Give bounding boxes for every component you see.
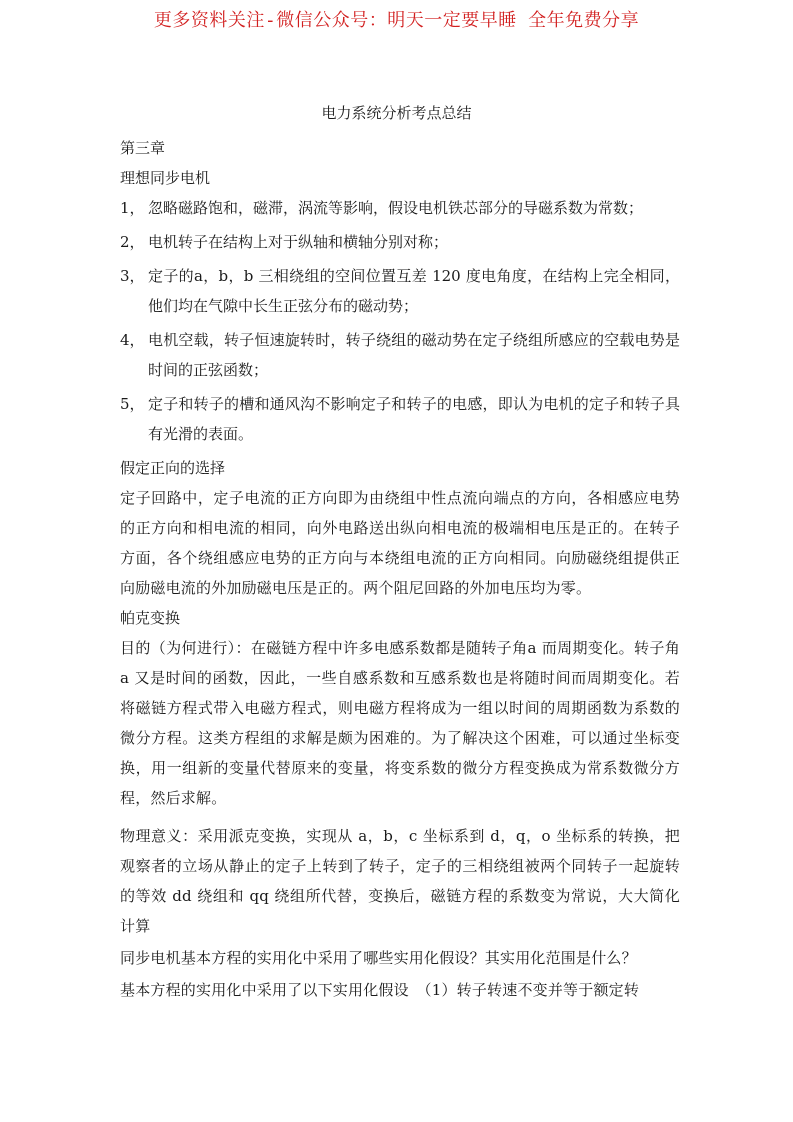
practical-assumption-answer: 基本方程的实用化中采用了以下实用化假设 （1）转子转速不变并等于额定转 — [120, 981, 640, 999]
list-item — [120, 389, 680, 449]
list-item-number: 1， — [120, 199, 145, 217]
list-item-number: 3， — [120, 267, 145, 285]
park-transform-purpose-paragraph: 目的（为何进行）：在磁链方程中许多电感系数都是随转子角a 而周期变化。转子角a 又是时间的函数，因此，一些自感系数和互感系数也是将随时间而周期变化。若将磁链方程式带入电磁方程式，则电磁方程将成为一组以时间的周期函数为系数的微分方程。这类方程组的求解是颇为困难的。为了解决这个困难，可以通过坐标变换，用一组新的变量代替原来的变量，将变系数的微分方程变换成为常系数微分方程，然后求解。 — [120, 639, 680, 807]
list-item — [120, 227, 680, 257]
document-body — [120, 133, 680, 1005]
top-banner: 更多资料关注-微信公众号：明天一定要早睡 全年免费分享 — [153, 10, 640, 31]
list-item-text: 定子和转子的槽和通风沟不影响定子和转子的电感，即认为电机的定子和转子具有光滑的表面。 — [148, 395, 680, 443]
section-heading-positive-direction: 假定正向的选择 — [120, 459, 226, 477]
chapter-heading: 第三章 — [120, 139, 166, 157]
positive-direction-paragraph: 定子回路中，定子电流的正方向即为由绕组中性点流向端点的方向，各相感应电势的正方向和相电流的相同，向外电路送出纵向相电流的极端相电压是正的。在转子方面，各个绕组感应电势的正方向与本绕组电流的正方向相同。向励磁绕组提供正向励磁电流的外加励磁电压是正的。两个阻尼回路的外加电压均为零。 — [120, 489, 680, 597]
list-item-text: 电机空载，转子恒速旋转时，转子绕组的磁动势在定子绕组所感应的空载电势是时间的正弦函数； — [148, 331, 680, 379]
list-item-number: 4， — [120, 331, 145, 349]
list-item-text: 忽略磁路饱和，磁滞，涡流等影响，假设电机铁芯部分的导磁系数为常数； — [148, 199, 644, 217]
section-heading-park-transform: 帕克变换 — [120, 609, 181, 627]
list-item — [120, 193, 680, 223]
list-item-number: 2， — [120, 233, 145, 251]
list-item — [120, 325, 680, 385]
list-item — [120, 261, 680, 321]
document-title: 电力系统分析考点总结 — [321, 104, 472, 122]
list-item-text: 电机转子在结构上对于纵轴和横轴分别对称； — [148, 233, 449, 251]
assumption-list — [120, 193, 680, 449]
list-item-number: 5， — [120, 395, 145, 413]
list-item-text: 定子的a，b，b 三相绕组的空间位置互差 120 度电角度，在结构上完全相同，他们均在气隙中长生正弦分布的磁动势； — [148, 267, 680, 315]
practical-assumption-question: 同步电机基本方程的实用化中采用了哪些实用化假设？其实用化范围是什么？ — [120, 949, 637, 967]
section-heading-ideal-sync-machine: 理想同步电机 — [120, 169, 211, 187]
park-transform-meaning-paragraph: 物理意义：采用派克变换，实现从 a，b，c 坐标系到 d，q，o 坐标系的转换，把观察者的立场从静止的定子上转到了转子，定子的三相绕组被两个同转子一起旋转的等效 dd 绕组和 qq 绕组所代替，变换后，磁链方程的系数变为常说，大大简化计算 — [120, 827, 680, 935]
